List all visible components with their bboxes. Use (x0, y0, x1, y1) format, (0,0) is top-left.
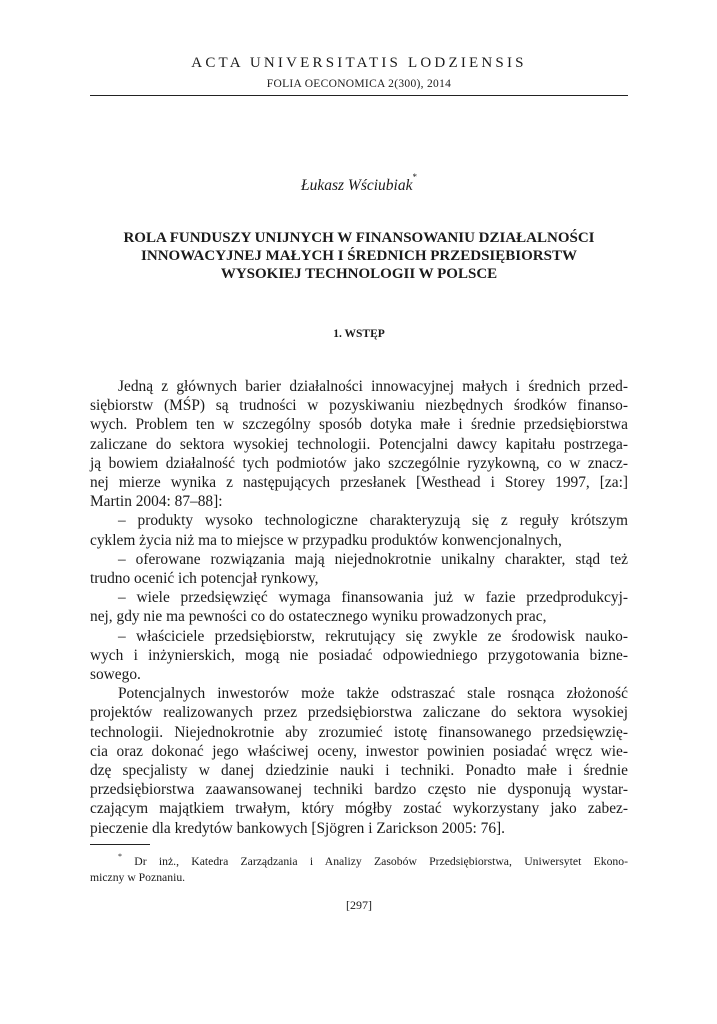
author-footnote-mark: * (412, 172, 417, 182)
footnote (90, 849, 628, 885)
list-item-line: cyklem życia niż ma to miejsce w przypadku produktów konwencjonalnych, (90, 531, 562, 549)
page-number: [297] (346, 898, 372, 912)
footnote-line (90, 849, 628, 870)
title-line: WYSOKIEJ TECHNOLOGII W POLSCE (220, 266, 498, 282)
body-line: wych. Problem ten w szczególny sposób dotyka małe i średnie przedsiębiorstwa (90, 416, 628, 434)
body-line: technologii. Niejednokrotnie aby zrozumieć istotę finansowanego przedsięwzię- (90, 723, 628, 741)
article-title (90, 229, 628, 283)
journal-name: ACTA UNIVERSITATIS LODZIENSIS (191, 55, 527, 71)
body-line: ją bowiem działalność tych podmiotów jako szczególnie ryzykowną, co w znacz- (90, 454, 628, 472)
footnote-mark: * (118, 852, 122, 861)
list-item-line: sowego. (90, 666, 141, 684)
body-line: przedsiębiorstwa zaawansowanej techniki bardzo często nie dysponują wystar- (90, 781, 628, 799)
list-item-line: nej, gdy nie ma pewności co do ostatecznego wyniku prowadzonych prac, (90, 608, 547, 626)
body-line: czającym majątkiem trwałym, który mógłby zostać wykorzystany jako zabez- (90, 800, 628, 818)
title-line: INNOWACYJNEJ MAŁYCH I ŚREDNICH PRZEDSIĘBIORSTW (141, 248, 577, 264)
body-line: Potencjalnych inwestorów może także odstraszać stale rosnąca złożoność (118, 685, 628, 703)
body-line: cia oraz dokonać jego właściwej oceny, inwestor powinien posiadać wręcz wie- (90, 742, 628, 760)
footnote-text: Dr inż., Katedra Zarządzania i Analizy Zasobów Przedsiębiorstwa, Uniwersytet Ekono- (122, 855, 628, 868)
body-text (90, 377, 628, 838)
list-item-line: trudno ocenić ich potencjał rynkowy, (90, 570, 319, 588)
list-item-line: – właściciele przedsiębiorstw, rekrutujący się zwykle ze środowisk nauko- (118, 627, 628, 645)
body-line: siębiorstw (MŚP) są trudności w pozyskiwaniu niezbędnych środków finanso- (90, 397, 628, 415)
list-item-line: – produkty wysoko technologiczne charakteryzują się z reguły krótszym (118, 512, 628, 530)
list-item-line: wych i inżynierskich, mogą nie posiadać odpowiedniego przygotowania bizne- (90, 646, 628, 664)
title-line: ROLA FUNDUSZY UNIJNYCH W FINANSOWANIU DZIAŁALNOŚCI (123, 230, 595, 246)
list-item-line: – wiele przedsięwzięć wymaga finansowania już w fazie przedprodukcyj- (118, 589, 628, 607)
footnote-rule (90, 844, 150, 845)
journal-issue: FOLIA OECONOMICA 2(300), 2014 (266, 78, 452, 90)
body-line: Jedną z głównych barier działalności innowacyjnej małych i średnich przed- (118, 378, 628, 395)
body-line: pieczenie dla kredytów bankowych [Sjögren i Zarickson 2005: 76]. (90, 819, 505, 837)
body-line: projektów realizowanych przez przedsiębiorstwa zaliczane do sektora wysokiej (90, 704, 628, 722)
section-heading: 1. WSTĘP (333, 328, 385, 340)
body-line: dzę specjalisty w danej dziedzinie nauki i techniki. Ponadto małe i średnie (90, 762, 628, 780)
body-line: zaliczane do sektora wysokiej technologii. Potencjalni dawcy kapitału postrzega- (90, 435, 628, 453)
body-line: nej mierze wynika z następujących przesłanek [Westhead i Storey 1997, [za:] (90, 474, 628, 492)
header-rule (90, 95, 628, 96)
author-line (90, 172, 628, 195)
footnote-line: miczny w Poznaniu. (90, 870, 186, 884)
body-line: Martin 2004: 87–88]: (90, 493, 223, 511)
list-item-line: – oferowane rozwiązania mają niejednokrotnie unikalny charakter, stąd też (118, 550, 628, 568)
author-name: Łukasz Wściubiak (300, 177, 413, 194)
